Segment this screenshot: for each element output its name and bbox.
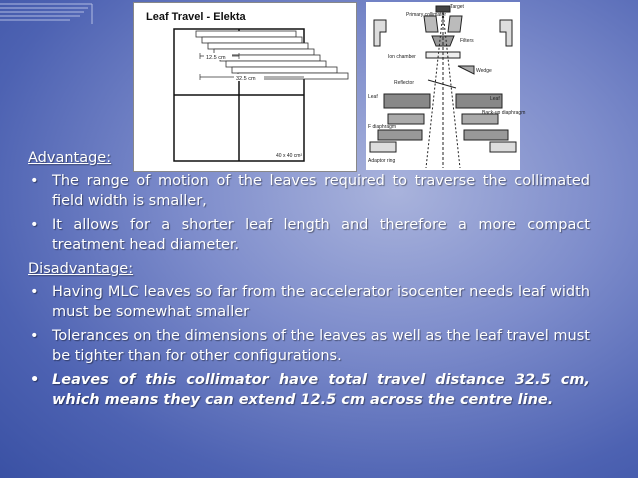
label-leaf-right: Leaf (490, 96, 500, 102)
advantage-heading: Advantage: (28, 150, 112, 166)
advantage-item: • It allows for a shorter leaf length and therefore a more compact treatment head diameter. (28, 215, 590, 255)
figure-title: Leaf Travel - Elekta (146, 11, 246, 23)
disadvantage-heading: Disadvantage: (28, 261, 134, 277)
label-primary-collimator: Primary collimator (406, 12, 447, 18)
label-filters: Filters (460, 38, 474, 44)
decorative-lines (0, 0, 130, 30)
label-target: Target (450, 4, 464, 10)
dimension-label-32-5: 32.5 cm (236, 76, 256, 82)
field-size-label: 40 x 40 cm² (276, 153, 303, 159)
label-reflector: Reflector (394, 80, 415, 86)
advantage-list (28, 171, 590, 255)
disadvantage-item: • Tolerances on the dimensions of the leaves as well as the leaf travel must be tighter than for other configurations. (28, 326, 590, 366)
disadvantage-item: • Having MLC leaves so far from the accelerator isocenter needs leaf width must be somewhat smaller (28, 282, 590, 322)
label-wedge: Wedge (476, 68, 492, 74)
label-backup-diaphragm: Back-up diaphragm (482, 110, 526, 116)
label-f-diaphragm: F diaphragm (368, 124, 397, 130)
disadvantage-list (28, 282, 590, 410)
leaf-travel-diagram (134, 3, 356, 171)
advantage-item: • The range of motion of the leaves required to traverse the collimated field width is smaller, (28, 171, 590, 211)
label-adaptor-ring: Adaptor ring (368, 158, 396, 164)
leaf-travel-figure (133, 2, 357, 172)
label-leaf-left: Leaf (368, 94, 378, 100)
dimension-label-12-5: 12.5 cm (206, 55, 226, 61)
slide-content (28, 148, 590, 414)
label-ion-chamber: Ion chamber (388, 54, 416, 60)
disadvantage-item-emphasized: • Leaves of this collimator have total travel distance 32.5 cm, which means they can extend 12.5 cm across the centre line. (28, 370, 590, 410)
treatment-head-diagram (366, 2, 526, 170)
treatment-head-schematic (366, 2, 526, 170)
